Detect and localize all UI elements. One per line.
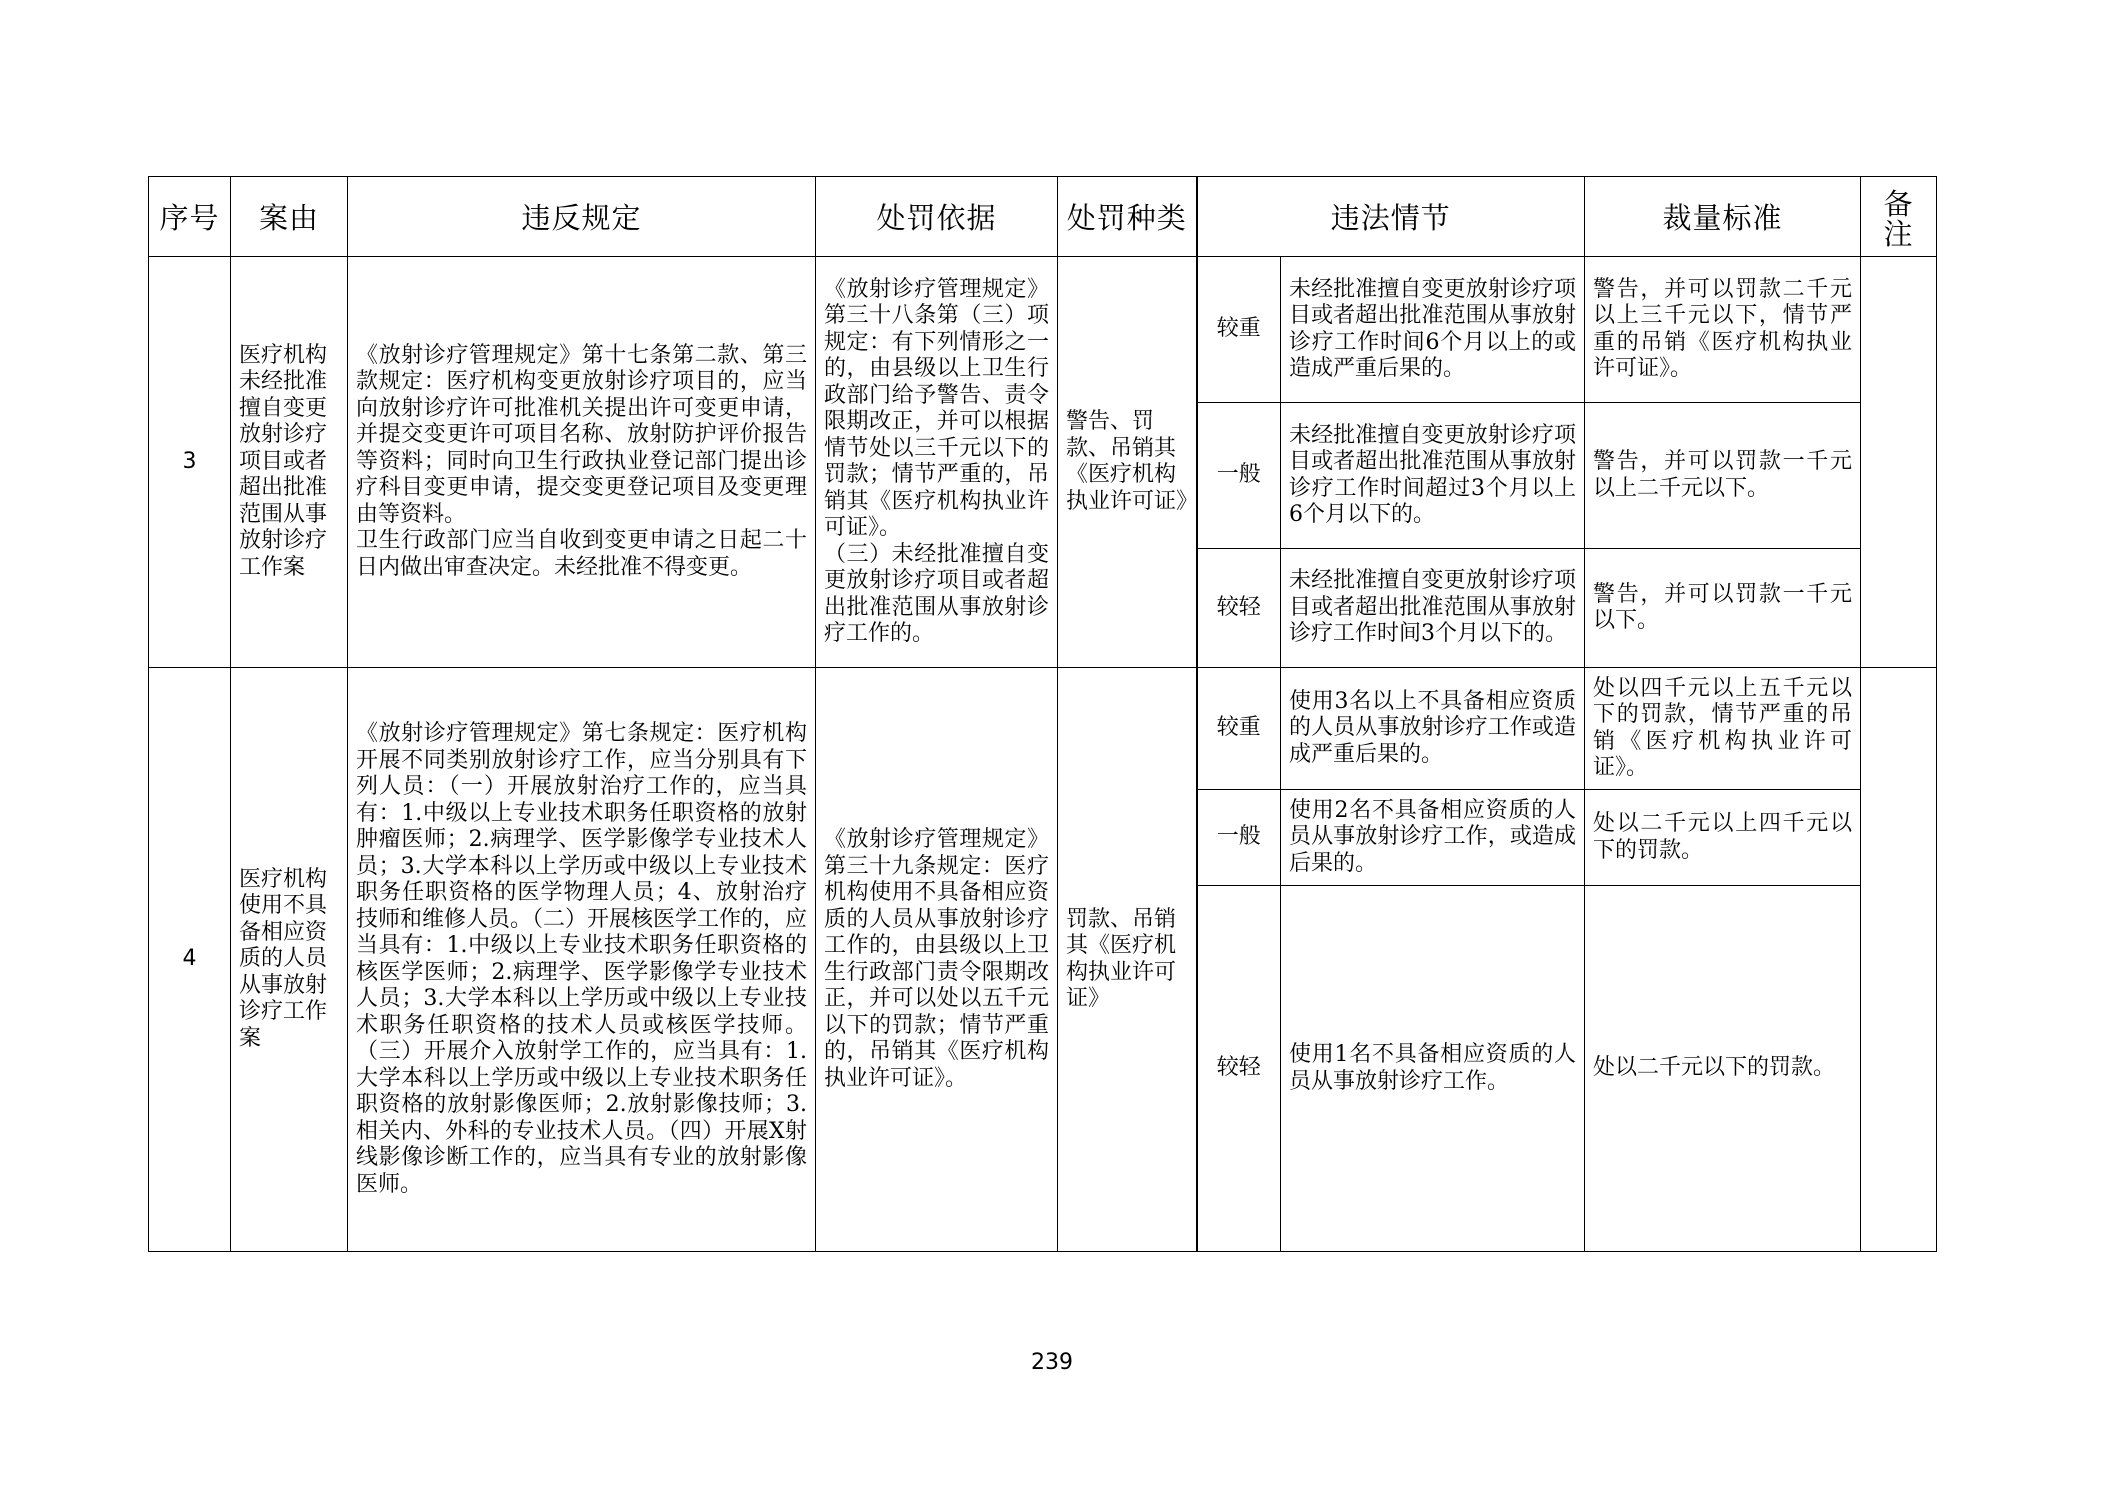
row-level: 较轻: [1197, 549, 1281, 668]
row-basis: 《放射诊疗管理规定》第三十八条第（三）项规定：有下列情形之一的，由县级以上卫生行政部门给予警告、责令限期改正，并可以根据情节处以三千元以下的罚款；情节严重的，吊销其《医疗机构执业许可证》。 （三）未经批准擅自变更放射诊疗项目或者超出批准范围从事放射诊疗工作的。: [816, 257, 1058, 668]
row-basis: 《放射诊疗管理规定》第三十九条规定：医疗机构使用不具备相应资质的人员从事放射诊疗工作的，由县级以上卫生行政部门责令限期改正，并可以处以五千元以下的罚款；情节严重的，吊销其《医疗机构执业许可证》。: [816, 668, 1058, 1252]
row-circumstance: 使用1名不具备相应资质的人员从事放射诊疗工作。: [1281, 886, 1585, 1252]
header-standard: 裁量标准: [1585, 177, 1861, 257]
row-violation: 《放射诊疗管理规定》第十七条第二款、第三款规定：医疗机构变更放射诊疗项目的，应当向放射诊疗许可批准机关提出许可变更申请，并提交变更许可项目名称、放射防护评价报告等资料；同时向卫生行政执业登记部门提出诊疗科目变更申请，提交变更登记项目及变更理由等资料。 卫生行政部门应当自收到变更申请之日起二十日内做出审查决定。未经批准不得变更。: [348, 257, 816, 668]
row-level: 较重: [1197, 257, 1281, 403]
row-type: 罚款、吊销其《医疗机构执业许可证》: [1058, 668, 1197, 1252]
row-seq: 4: [149, 668, 231, 1252]
row-standard: 警告，并可以罚款一千元以上二千元以下。: [1585, 403, 1861, 549]
row-level: 一般: [1197, 403, 1281, 549]
row-case: 医疗机构使用不具备相应资质的人员从事放射诊疗工作案: [231, 668, 348, 1252]
table-row: [149, 257, 1937, 403]
row-circumstance: 使用2名不具备相应资质的人员从事放射诊疗工作，或造成后果的。: [1281, 790, 1585, 886]
row-circumstance: 未经批准擅自变更放射诊疗项目或者超出批准范围从事放射诊疗工作时间6个月以上的或造成严重后果的。: [1281, 257, 1585, 403]
table-header-row: [149, 177, 1937, 257]
row-case: 医疗机构未经批准擅自变更放射诊疗项目或者超出批准范围从事放射诊疗工作案: [231, 257, 348, 668]
table-row: [149, 668, 1937, 790]
penalty-discretion-table: [148, 176, 1937, 1252]
header-violation: 违反规定: [348, 177, 816, 257]
row-remark: [1861, 257, 1937, 668]
header-case: 案由: [231, 177, 348, 257]
row-level: 较重: [1197, 668, 1281, 790]
row-seq: 3: [149, 257, 231, 668]
header-remark: [1861, 177, 1937, 257]
row-circumstance: 未经批准擅自变更放射诊疗项目或者超出批准范围从事放射诊疗工作时间3个月以下的。: [1281, 549, 1585, 668]
row-level: 较轻: [1197, 886, 1281, 1252]
row-standard: 处以二千元以上四千元以下的罚款。: [1585, 790, 1861, 886]
row-standard: 警告，并可以罚款二千元以上三千元以下，情节严重的吊销《医疗机构执业许可证》。: [1585, 257, 1861, 403]
header-circumstance: 违法情节: [1197, 177, 1585, 257]
row-violation: 《放射诊疗管理规定》第七条规定：医疗机构开展不同类别放射诊疗工作，应当分别具有下列人员：（一）开展放射治疗工作的，应当具有：1.中级以上专业技术职务任职资格的放射肿瘤医师；2.病理学、医学影像学专业技术人员；3.大学本科以上学历或中级以上专业技术职务任职资格的医学物理人员；4、放射治疗技师和维修人员。（二）开展核医学工作的，应当具有：1.中级以上专业技术职务任职资格的核医学医师；2.病理学、医学影像学专业技术人员；3.大学本科以上学历或中级以上专业技术职务任职资格的技术人员或核医学技师。（三）开展介入放射学工作的，应当具有：1.大学本科以上学历或中级以上专业技术职务任职资格的放射影像医师；2.放射影像技师；3.相关内、外科的专业技术人员。（四）开展X射线影像诊断工作的，应当具有专业的放射影像医师。: [348, 668, 816, 1252]
header-seq: 序号: [149, 177, 231, 257]
header-type: 处罚种类: [1058, 177, 1197, 257]
row-circumstance: 未经批准擅自变更放射诊疗项目或者超出批准范围从事放射诊疗工作时间超过3个月以上6个月以下的。: [1281, 403, 1585, 549]
page-number: 239: [1031, 1350, 1073, 1375]
header-basis: 处罚依据: [816, 177, 1058, 257]
row-standard: 处以二千元以下的罚款。: [1585, 886, 1861, 1252]
row-level: 一般: [1197, 790, 1281, 886]
row-standard: 处以四千元以上五千元以下的罚款，情节严重的吊销《医疗机构执业许可证》。: [1585, 668, 1861, 790]
row-standard: 警告，并可以罚款一千元以下。: [1585, 549, 1861, 668]
row-remark: [1861, 668, 1937, 1252]
row-type: 警告、罚款、吊销其《医疗机构执业许可证》: [1058, 257, 1197, 668]
header-remark-text: 备注: [1883, 186, 1914, 251]
row-circumstance: 使用3名以上不具备相应资质的人员从事放射诊疗工作或造成严重后果的。: [1281, 668, 1585, 790]
